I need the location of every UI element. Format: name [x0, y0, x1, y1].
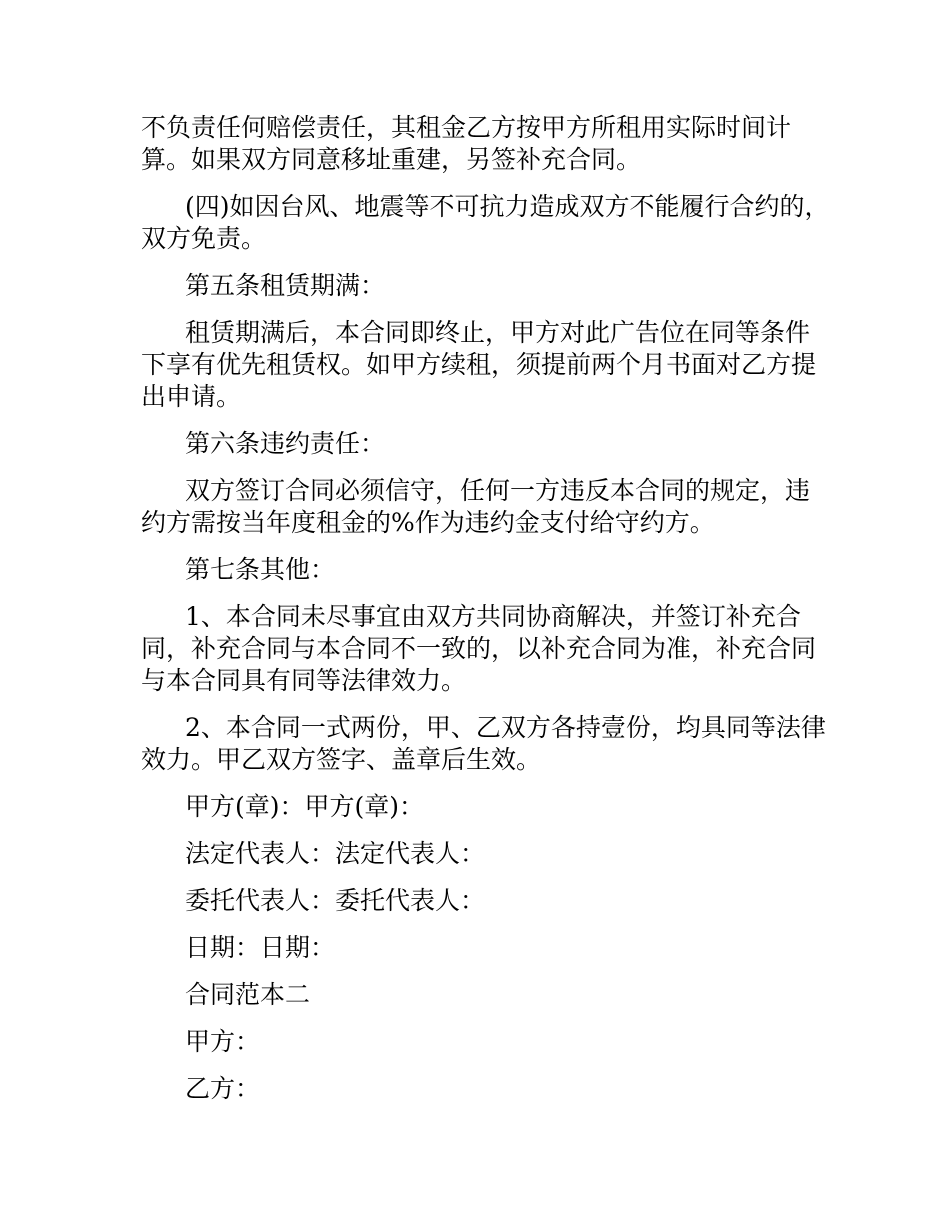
- document-body: [141, 112, 831, 1120]
- template-two-title: 合同范本二: [185, 980, 311, 1009]
- signature-seal-line: 甲方(章)：甲方(章)：: [185, 792, 425, 821]
- heading-article-6: 第六条违约责任：: [185, 429, 386, 458]
- paragraph-compensation-continuation: 不负责任何赔偿责任，其租金乙方按甲方所租用实际时间计算。如果双方同意移址重建，另签补充合同。: [141, 113, 792, 174]
- paragraph-breach-liability: 双方签订合同必须信守，任何一方违反本合同的规定，违约方需按当年度租金的%作为违约金支付给守约方。: [141, 476, 811, 537]
- heading-article-7: 第七条其他：: [185, 555, 336, 584]
- party-b-line: 乙方：: [185, 1074, 261, 1103]
- signature-date-line: 日期：日期：: [185, 933, 336, 962]
- paragraph-other-2: 2、本合同一式两份，甲、乙双方各持壹份，均具同等法律效力。甲乙双方签字、盖章后生效。: [141, 713, 826, 774]
- party-a-line: 甲方：: [185, 1027, 261, 1056]
- paragraph-lease-expiry: 租赁期满后，本合同即终止，甲方对此广告位在同等条件下享有优先租赁权。如甲方续租，须提前两个月书面对乙方提出申请。: [141, 318, 817, 411]
- heading-article-5: 第五条租赁期满：: [185, 271, 386, 300]
- paragraph-force-majeure: (四)如因台风、地震等不可抗力造成双方不能履行合约的，双方免责。: [141, 192, 830, 253]
- signature-legal-rep-line: 法定代表人：法定代表人：: [185, 839, 486, 868]
- paragraph-other-1: 1、本合同未尽事宜由双方共同协商解决，并签订补充合同，补充合同与本合同不一致的，以补充合同为准，补充合同与本合同具有同等法律效力。: [141, 602, 817, 695]
- signature-agent-line: 委托代表人：委托代表人：: [185, 886, 486, 915]
